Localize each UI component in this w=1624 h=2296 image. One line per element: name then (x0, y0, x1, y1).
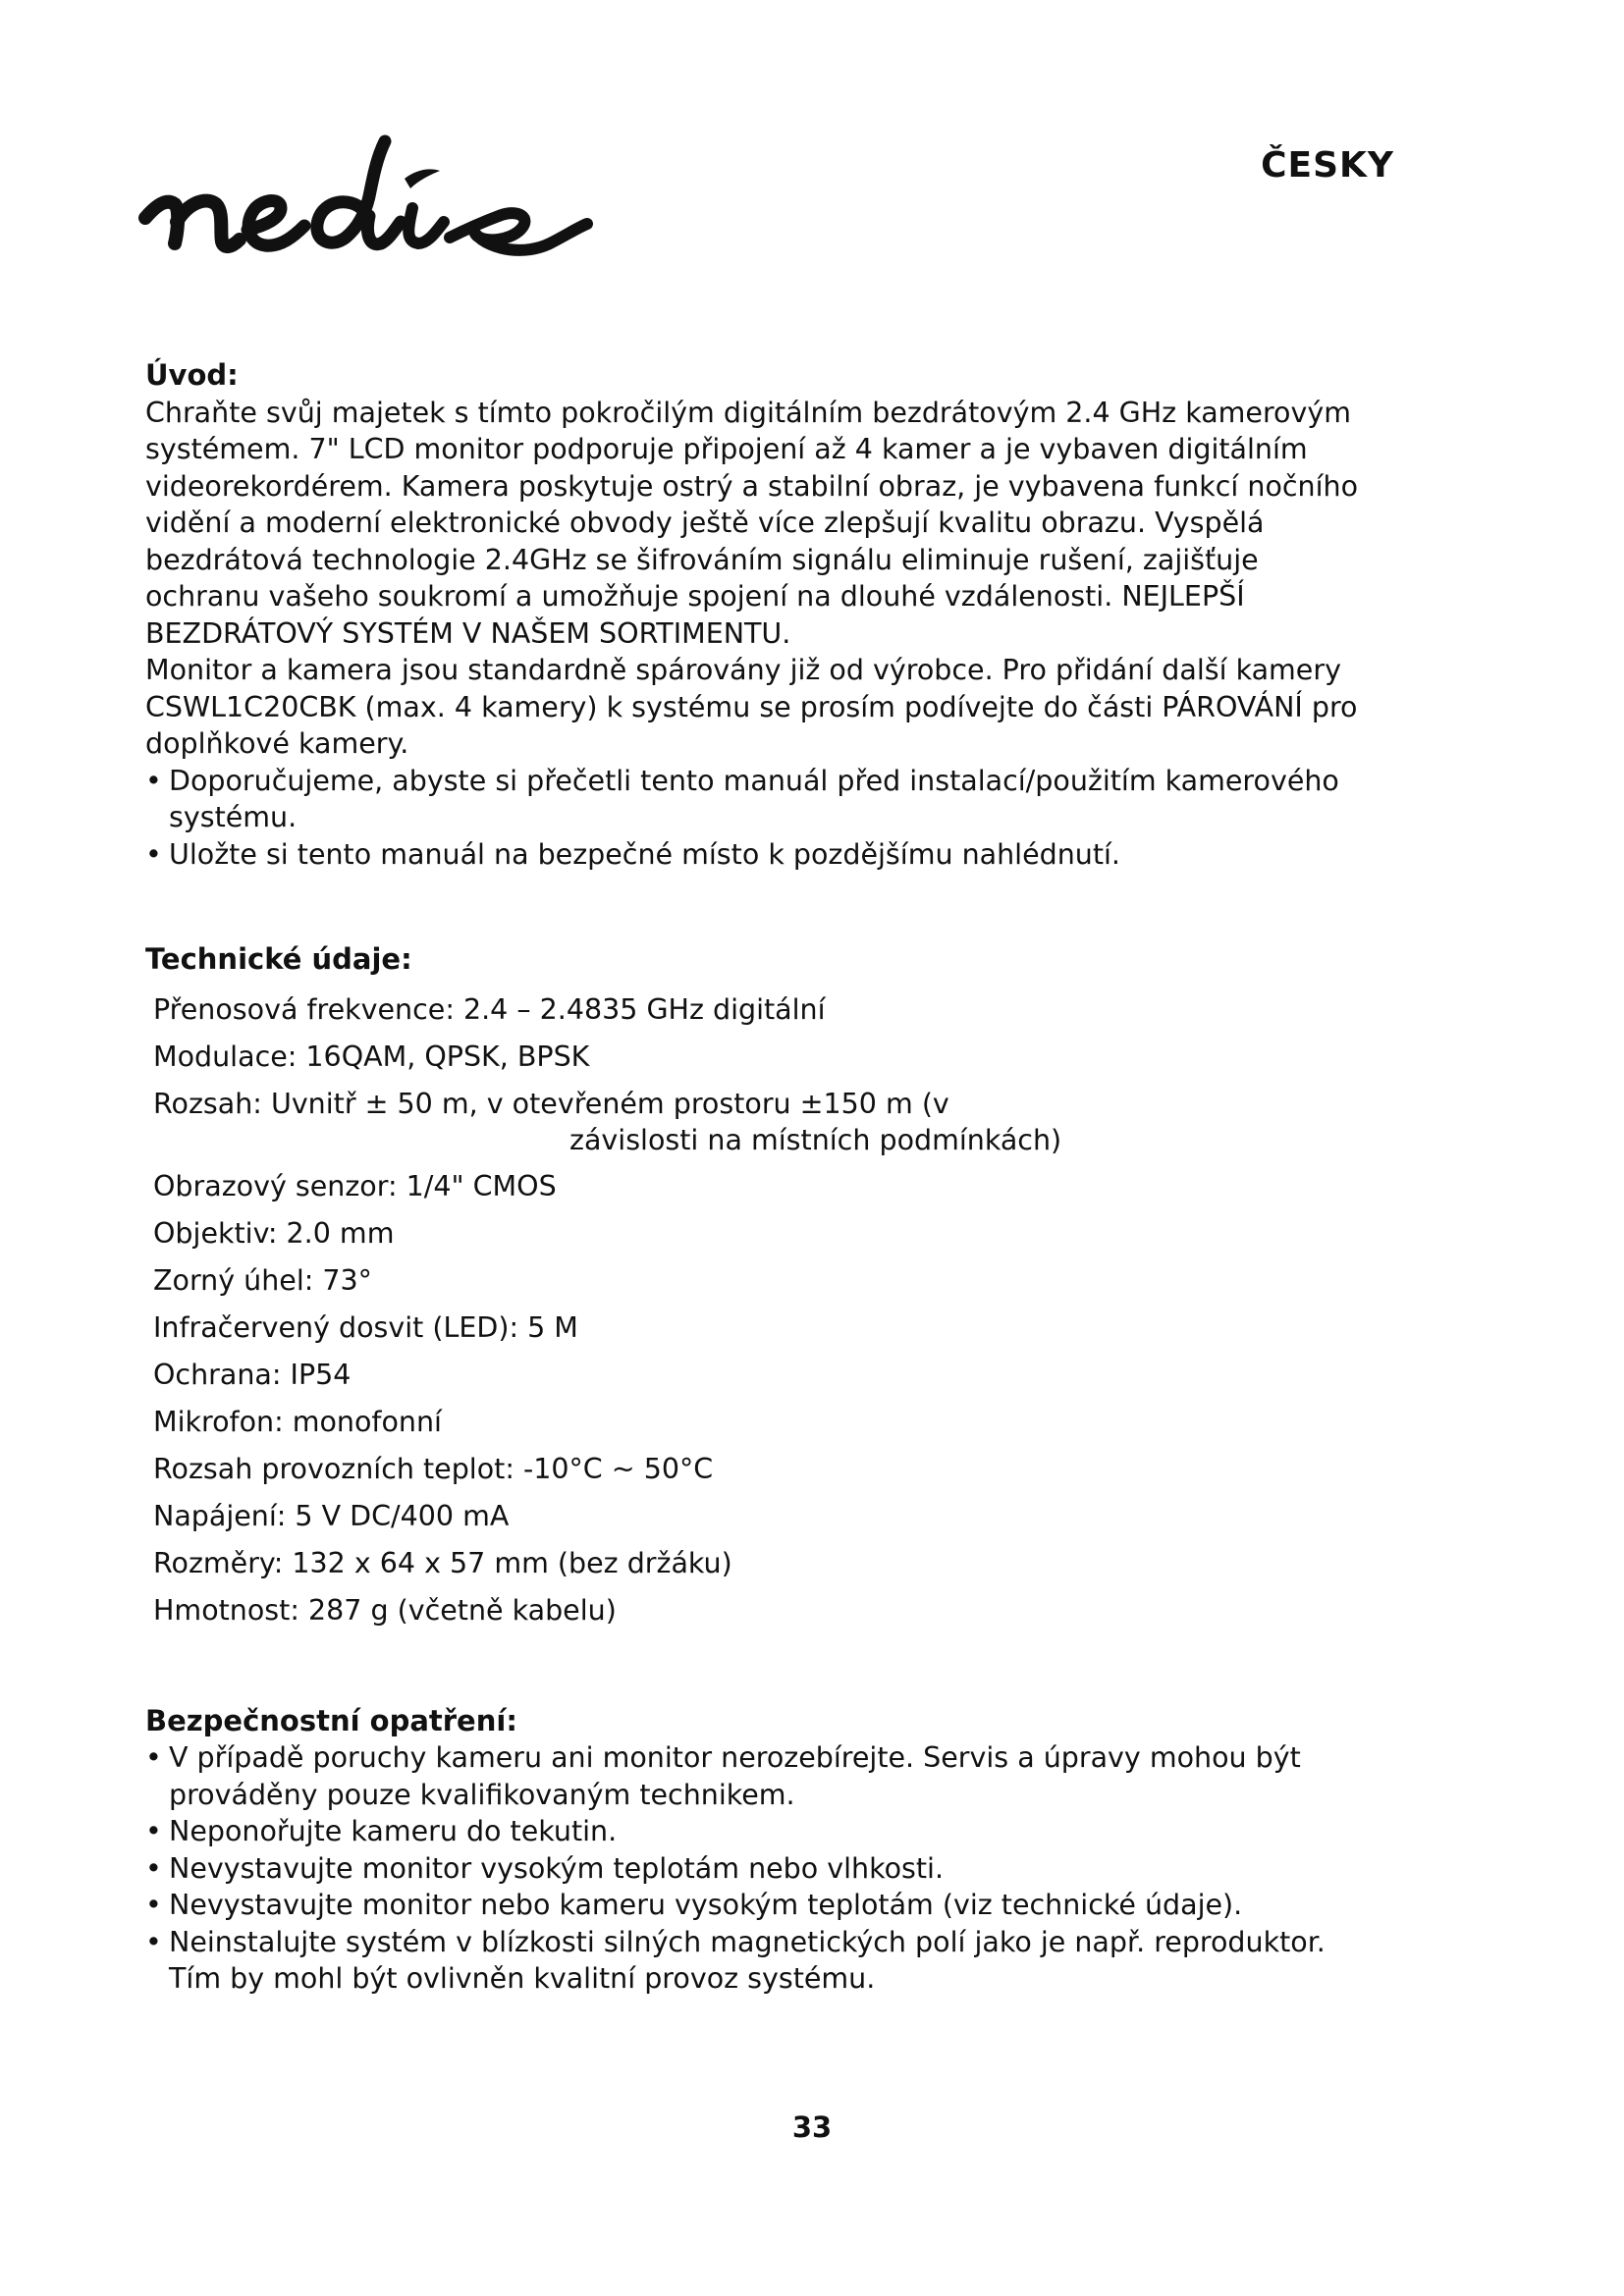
specs-section (145, 941, 1363, 1634)
list-item: • Doporučujeme, abyste si přečetli tento manuál před instalací/použitím kamerového systému. (145, 763, 1363, 836)
specs-list (153, 987, 1363, 1634)
intro-section (145, 357, 1363, 873)
intro-heading: Úvod: (145, 358, 239, 392)
spec-item: Zorný úhel: 73° (153, 1263, 372, 1297)
list-item: • V případě poruchy kameru ani monitor nerozebírejte. Servis a úpravy mohou být prováděny pouze kvalifikovaným technikem. (145, 1739, 1363, 1813)
spec-range-continuation: závislosti na místních podmínkách) (569, 1123, 1062, 1156)
spec-item: Rozsah: Uvnitř ± 50 m, v otevřeném prostoru ±150 m (v (153, 1087, 949, 1120)
spec-item: Napájení: 5 V DC/400 mA (153, 1499, 510, 1532)
list-item: • Nevystavujte monitor nebo kameru vysokým teplotám (viz technické údaje). (145, 1887, 1363, 1924)
intro-paragraph-2: Monitor a kamera jsou standardně spárovány již od výrobce. Pro přidání další kamery CSWL1C20CBK (max. 4 kamery) k systému se prosím podívejte do části PÁROVÁNÍ pro doplňkové kamery. (145, 654, 1358, 760)
list-item: • Nevystavujte monitor vysokým teplotám nebo vlhkosti. (145, 1850, 1363, 1888)
spec-item: Rozsah provozních teplot: -10°C ~ 50°C (153, 1452, 714, 1485)
specs-heading: Technické údaje: (145, 942, 412, 976)
page-number: 33 (791, 2110, 833, 2144)
list-item: • Uložte si tento manuál na bezpečné místo k pozdějšímu nahlédnutí. (145, 836, 1363, 874)
spec-item: Objektiv: 2.0 mm (153, 1216, 395, 1250)
safety-section (145, 1703, 1363, 1998)
nedis-logo (137, 128, 638, 265)
spec-item: Mikrofon: monofonní (153, 1405, 442, 1438)
list-item: • Neponořujte kameru do tekutin. (145, 1813, 1363, 1850)
language-label: ČESKY (1261, 145, 1394, 186)
spec-item: Rozměry: 132 x 64 x 57 mm (bez držáku) (153, 1546, 732, 1579)
spec-item: Hmotnost: 287 g (včetně kabelu) (153, 1593, 617, 1627)
document-body (145, 357, 1363, 1998)
spec-item: Modulace: 16QAM, QPSK, BPSK (153, 1040, 590, 1073)
spec-item: Infračervený dosvit (LED): 5 M (153, 1310, 578, 1344)
spec-item: Obrazový senzor: 1/4" CMOS (153, 1169, 557, 1202)
safety-heading: Bezpečnostní opatření: (145, 1703, 517, 1737)
spec-item: Ochrana: IP54 (153, 1358, 352, 1391)
intro-bullet-list (145, 763, 1363, 874)
spec-item: Přenosová frekvence: 2.4 – 2.4835 GHz digitální (153, 992, 826, 1026)
list-item: • Neinstalujte systém v blízkosti silných magnetických polí jako je např. reproduktor. Tím by mohl být ovlivněn kvalitní provoz systému. (145, 1924, 1363, 1998)
safety-bullet-list (145, 1739, 1363, 1998)
intro-paragraph-1: Chraňte svůj majetek s tímto pokročilým digitálním bezdrátovým 2.4 GHz kamerovým systémem. 7" LCD monitor podporuje připojení až 4 kamer a je vybaven digitálním videorekordérem. Kamera poskytuje ostrý a stabilní obraz, je vybavena funkcí nočního vidění a moderní elektronické obvody ještě více zlepšují kvalitu obrazu. Vyspělá bezdrátová technologie 2.4GHz se šifrováním signálu eliminuje rušení, zajišťuje ochranu vašeho soukromí a umožňuje spojení na dlouhé vzdálenosti. NEJLEPŠÍ BEZDRÁTOVÝ SYSTÉM V NAŠEM SORTIMENTU. (145, 396, 1359, 650)
